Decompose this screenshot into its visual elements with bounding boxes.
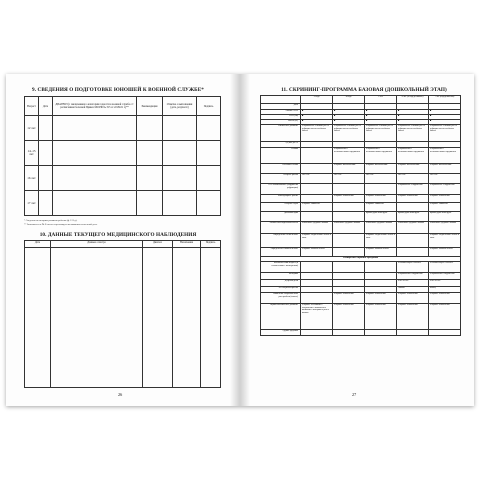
screening-cell bbox=[365, 184, 397, 195]
screening-cell: ■ bbox=[333, 110, 365, 115]
screening-cell bbox=[301, 195, 333, 203]
screening-cell bbox=[429, 330, 461, 336]
screening-cell bbox=[301, 184, 333, 195]
table-row bbox=[261, 234, 461, 248]
screening-cell: ▪ норма ▪ глюкоза в моче bbox=[429, 248, 461, 257]
right-page bbox=[240, 74, 474, 406]
header-date: Дата bbox=[39, 97, 53, 116]
table-row bbox=[261, 304, 461, 330]
header-signature: Подпись bbox=[197, 97, 221, 116]
table-row bbox=[261, 184, 461, 195]
screening-cell bbox=[333, 203, 365, 212]
screening-cell: ■ bbox=[429, 115, 461, 120]
age-column-header: 3 года bbox=[301, 96, 333, 104]
screening-cell: ▪ соответствует ▪ отстает bbox=[429, 262, 461, 273]
screening-cell: ■ bbox=[365, 120, 397, 125]
screening-cell bbox=[333, 280, 365, 287]
header-exam-data: Данные осмотра bbox=[51, 241, 143, 248]
screening-cell: ▪ соответствует ▪ отстает bbox=[397, 262, 429, 273]
section9-table bbox=[24, 96, 221, 216]
section11-title: 11. СКРИНИНГ-ПРОГРАММА БАЗОВАЯ (ДОШКОЛЬНЫЙ ЭТАП) bbox=[281, 87, 447, 93]
screening-cell: ▪ нормальное ▪ низкий рост ▪ дефицит массы ▪ избыток массы bbox=[365, 125, 397, 142]
section9-note-1: * Сведения по историю развития ребенка (ф. 112-у). bbox=[24, 219, 78, 222]
screening-cell: OD: OS: bbox=[301, 174, 333, 184]
screening-cell: ■ bbox=[301, 115, 333, 120]
screening-cell: ▪ норма ▪ отклонения bbox=[429, 293, 461, 304]
screening-cell: OD: OS: bbox=[333, 174, 365, 184]
row-label: Рост (см) bbox=[261, 115, 301, 120]
screening-cell bbox=[301, 280, 333, 287]
extended-section-title: Расширенная скрининг-программа bbox=[261, 257, 461, 262]
age-column-header: 4 года bbox=[333, 96, 365, 104]
screening-cell bbox=[301, 293, 333, 304]
screening-cell: ▪ норма ▪ отклонения bbox=[365, 293, 397, 304]
screening-cell: ▪ норма ▪ отклонения bbox=[397, 293, 429, 304]
page-number: 26 bbox=[118, 392, 123, 397]
screening-cell: ▪ норма ▪ отклонения bbox=[333, 304, 365, 330]
table-row bbox=[261, 273, 461, 280]
table-row bbox=[25, 191, 221, 216]
screening-cell: ■ bbox=[397, 110, 429, 115]
table-row bbox=[261, 164, 461, 174]
screening-cell: правая рука левая рука bbox=[397, 212, 429, 222]
screening-cell: Конец bbox=[429, 287, 461, 293]
table-row bbox=[261, 248, 461, 257]
table-row bbox=[261, 293, 461, 304]
section9-note-2: ** Заполняется в № Ф после переосвидетельствования на военной учет. bbox=[24, 223, 98, 226]
row-label: Тест Керна-Иерасека bbox=[261, 287, 301, 293]
header-prescriptions: Назначения bbox=[173, 241, 201, 248]
screening-cell: OD: OS: bbox=[429, 174, 461, 184]
screening-cell: ▪ нормальная ▪ нарушения bbox=[397, 273, 429, 280]
page-number: 27 bbox=[352, 392, 357, 397]
row-label: Тест Малиновского (нарушения рефракции) bbox=[261, 184, 301, 195]
row-label: Физическая подготовленность bbox=[261, 222, 301, 234]
table-row bbox=[25, 116, 221, 141]
screening-cell: ▪ норма ▪ отставание ▪ опережение ▪ мышление ▪ внимание ▪ моторика ▪ речь ▪ память bbox=[301, 304, 333, 330]
screening-cell: ▪ нормальное ▪ низкий рост ▪ дефицит массы ▪ избыток массы bbox=[429, 125, 461, 142]
age-cell: 16 лет bbox=[25, 166, 39, 191]
screening-cell: ▪ норма ▪ снижение bbox=[365, 203, 397, 212]
screening-cell: ▪ норма ▪ плоскостопие bbox=[365, 164, 397, 174]
screening-cell bbox=[301, 330, 333, 336]
screening-cell: ■ bbox=[301, 120, 333, 125]
screening-cell bbox=[333, 262, 365, 273]
table-row bbox=[25, 248, 221, 388]
screening-cell: ■ bbox=[397, 115, 429, 120]
screening-cell: ■ bbox=[333, 120, 365, 125]
screening-cell: OD: OS: bbox=[397, 174, 429, 184]
screening-cell bbox=[301, 273, 333, 280]
screening-cell: правая рука левая рука bbox=[429, 212, 461, 222]
screening-cell: ■ bbox=[333, 115, 365, 120]
screening-cell bbox=[301, 212, 333, 222]
screening-cell: ▪ норма ▪ плоскостопие bbox=[429, 164, 461, 174]
row-label: Дата bbox=[261, 104, 301, 110]
screening-cell bbox=[333, 234, 365, 248]
age-cell: 14–15 лет bbox=[25, 141, 39, 166]
screening-cell: ▪ высокая ▪ средняя ▪ низкая bbox=[333, 222, 365, 234]
screening-cell bbox=[301, 148, 333, 164]
book-spread bbox=[6, 74, 474, 406]
screening-cell bbox=[301, 262, 333, 273]
screening-cell: ■ bbox=[429, 110, 461, 115]
screening-cell: ▪ высокая ▪ средняя ▪ низкая bbox=[429, 222, 461, 234]
row-label: Состояние стопы bbox=[261, 164, 301, 174]
screening-cell: ■ bbox=[365, 110, 397, 115]
screening-cell: ▪ норма ▪ следы белка ▪ белок в моче bbox=[429, 234, 461, 248]
age-column-header: 5 лет bbox=[365, 96, 397, 104]
header-recommendations: Рекомендации bbox=[137, 97, 163, 116]
screening-cell: ▪ высокая ▪ средняя ▪ низкая bbox=[301, 222, 333, 234]
row-label: Дефекты речи bbox=[261, 280, 301, 287]
screening-cell: ▪ норма ▪ отклонения bbox=[397, 304, 429, 330]
screening-cell: ▪ норма ▪ снижение bbox=[301, 203, 333, 212]
screening-cell: ▪ нормальная ▪ незначительные нарушения bbox=[429, 148, 461, 164]
screening-cell bbox=[397, 234, 429, 248]
screening-cell: ▪ нормальное ▪ низкий рост ▪ дефицит массы ▪ избыток массы bbox=[301, 125, 333, 142]
screening-cell bbox=[365, 273, 397, 280]
table-row bbox=[261, 280, 461, 287]
screening-cell: ■ bbox=[365, 115, 397, 120]
screening-cell: ▪ нормальная ▪ незначительные нарушения bbox=[397, 148, 429, 164]
screening-cell: ▪ норма ▪ плоскостопие bbox=[333, 164, 365, 174]
screening-cell: ▪ нормальное ▪ низкий рост ▪ дефицит массы ▪ избыток массы bbox=[333, 125, 365, 142]
table-row bbox=[261, 195, 461, 203]
screening-cell: ▪ норма ▪ глюкоза в моче bbox=[365, 248, 397, 257]
screening-table bbox=[260, 95, 461, 336]
header-completion: Отметка о выполнении (дата, результат) bbox=[163, 97, 197, 116]
screening-cell bbox=[397, 248, 429, 257]
header-age: Возраст bbox=[25, 97, 39, 116]
screening-cell: ▪ нормальная ▪ незначительные нарушения bbox=[333, 148, 365, 164]
screening-cell: ■ bbox=[429, 120, 461, 125]
screening-cell: ▪ норма ▪ отклонения bbox=[429, 195, 461, 203]
screening-cell: правая рука левая рука bbox=[365, 212, 397, 222]
row-label: Моторика bbox=[261, 273, 301, 280]
screening-cell bbox=[365, 330, 397, 336]
screening-cell: ▪ нет ▪ есть bbox=[397, 280, 429, 287]
screening-cell bbox=[333, 330, 365, 336]
row-label: Осанка bbox=[261, 148, 301, 164]
section9-title: 9. СВЕДЕНИЯ О ПОДГОТОВКЕ ЮНОШЕЙ К ВОЕННОЙ СЛУЖБЕ* bbox=[32, 87, 204, 93]
row-label: Острота зрения bbox=[261, 174, 301, 184]
table-row bbox=[25, 166, 221, 191]
screening-cell: ▪ норма ▪ отклонения bbox=[365, 304, 397, 330]
table-row bbox=[261, 222, 461, 234]
table-row bbox=[261, 330, 461, 336]
screening-cell: Начало bbox=[397, 287, 429, 293]
age-column-header: 6 лет (за год до школы) bbox=[397, 96, 429, 104]
screening-cell: ▪ норма ▪ отклонения bbox=[429, 304, 461, 330]
row-label: АД мм. рт. ст. bbox=[261, 142, 301, 148]
screening-cell: ▪ норма ▪ отклонения bbox=[365, 195, 397, 203]
row-label: Анамнез тест bbox=[261, 110, 301, 115]
screening-cell bbox=[333, 248, 365, 257]
left-page bbox=[6, 74, 240, 406]
header-date: Дата bbox=[25, 241, 51, 248]
age-cell: 17 лет bbox=[25, 191, 39, 216]
age-cell: 12 лет bbox=[25, 116, 39, 141]
screening-cell bbox=[333, 273, 365, 280]
row-label: Биологический возраст (в соответствии с паспортным) bbox=[261, 262, 301, 273]
screening-cell bbox=[397, 330, 429, 336]
screening-cell: ■ bbox=[397, 120, 429, 125]
book-gutter-shadow bbox=[230, 74, 250, 406]
header-diagnosis: ДИАГНОЗ (с заключением о категории годности к военной службе с/с расписанием болезней Приказ МО РФ № 315 от 22.09.01 г.)** bbox=[53, 97, 137, 116]
screening-cell: ▪ норма ▪ отклонения bbox=[333, 293, 365, 304]
row-label: Динамометрия bbox=[261, 212, 301, 222]
screening-cell: ▪ норма ▪ отклонения bbox=[333, 195, 365, 203]
table-row bbox=[261, 203, 461, 212]
screening-cell: ▪ норма ▪ снижение bbox=[429, 203, 461, 212]
screening-cell: ▪ норма ▪ следы белка ▪ белок в моче bbox=[365, 234, 397, 248]
screening-cell: ▪ нормальное ▪ низкий рост ▪ дефицит массы ▪ избыток массы bbox=[397, 125, 429, 142]
screening-cell bbox=[301, 164, 333, 174]
row-label: Острота слуха bbox=[261, 203, 301, 212]
screening-cell bbox=[365, 262, 397, 273]
screening-cell: OD: OS: bbox=[365, 174, 397, 184]
screening-cell bbox=[365, 280, 397, 287]
screening-cell bbox=[333, 212, 365, 222]
row-label: Выявление невротических расстройств (анкета) bbox=[261, 293, 301, 304]
screening-cell: ▪ нет ▪ есть bbox=[429, 280, 461, 287]
screening-cell: ▪ нормальное ▪ нарушения bbox=[429, 184, 461, 195]
screening-cell: ▪ норма ▪ следы белка ▪ белок в моче bbox=[301, 234, 333, 248]
screening-cell bbox=[397, 203, 429, 212]
screening-cell: ▪ норма ▪ отклонения bbox=[397, 195, 429, 203]
section10-table bbox=[24, 240, 221, 388]
row-label: Определение глюкозы в моче bbox=[261, 248, 301, 257]
screening-cell: ▪ высокая ▪ средняя ▪ низкая bbox=[365, 222, 397, 234]
row-label: Бинокулярное зрение bbox=[261, 195, 301, 203]
screening-cell bbox=[333, 184, 365, 195]
header-diagnosis: Диагноз bbox=[143, 241, 173, 248]
screening-cell: ▪ норма ▪ глюкоза в моче bbox=[301, 248, 333, 257]
screening-cell: ■ bbox=[301, 110, 333, 115]
table-row bbox=[25, 141, 221, 166]
section10-title: 10. ДАННЫЕ ТЕКУЩЕГО МЕДИЦИНСКОГО НАБЛЮДЕНИЯ bbox=[39, 232, 197, 238]
table-row bbox=[261, 212, 461, 222]
screening-cell: ▪ норма ▪ плоскостопие bbox=[397, 164, 429, 174]
header-signature: Подпись bbox=[201, 241, 221, 248]
table-row bbox=[261, 125, 461, 142]
screening-cell: ▪ нормальное ▪ нарушения bbox=[397, 184, 429, 195]
table-row bbox=[261, 148, 461, 164]
table-row bbox=[261, 174, 461, 184]
table-row bbox=[261, 262, 461, 273]
row-label: Физическое развитие bbox=[261, 125, 301, 142]
screening-cell: ▪ нормальная ▪ незначительные нарушения bbox=[365, 148, 397, 164]
screening-cell: ▪ нормальная ▪ нарушения bbox=[429, 273, 461, 280]
row-label: Определение белка в моче bbox=[261, 234, 301, 248]
age-column-header: 7 лет (перед школой) bbox=[429, 96, 461, 104]
screening-cell: ▪ высокая ▪ средняя ▪ низкая bbox=[397, 222, 429, 234]
row-label: Масса (кг) bbox=[261, 120, 301, 125]
row-label: Нервно-психическое развитие bbox=[261, 304, 301, 330]
row-label: Группа здоровья bbox=[261, 330, 301, 336]
